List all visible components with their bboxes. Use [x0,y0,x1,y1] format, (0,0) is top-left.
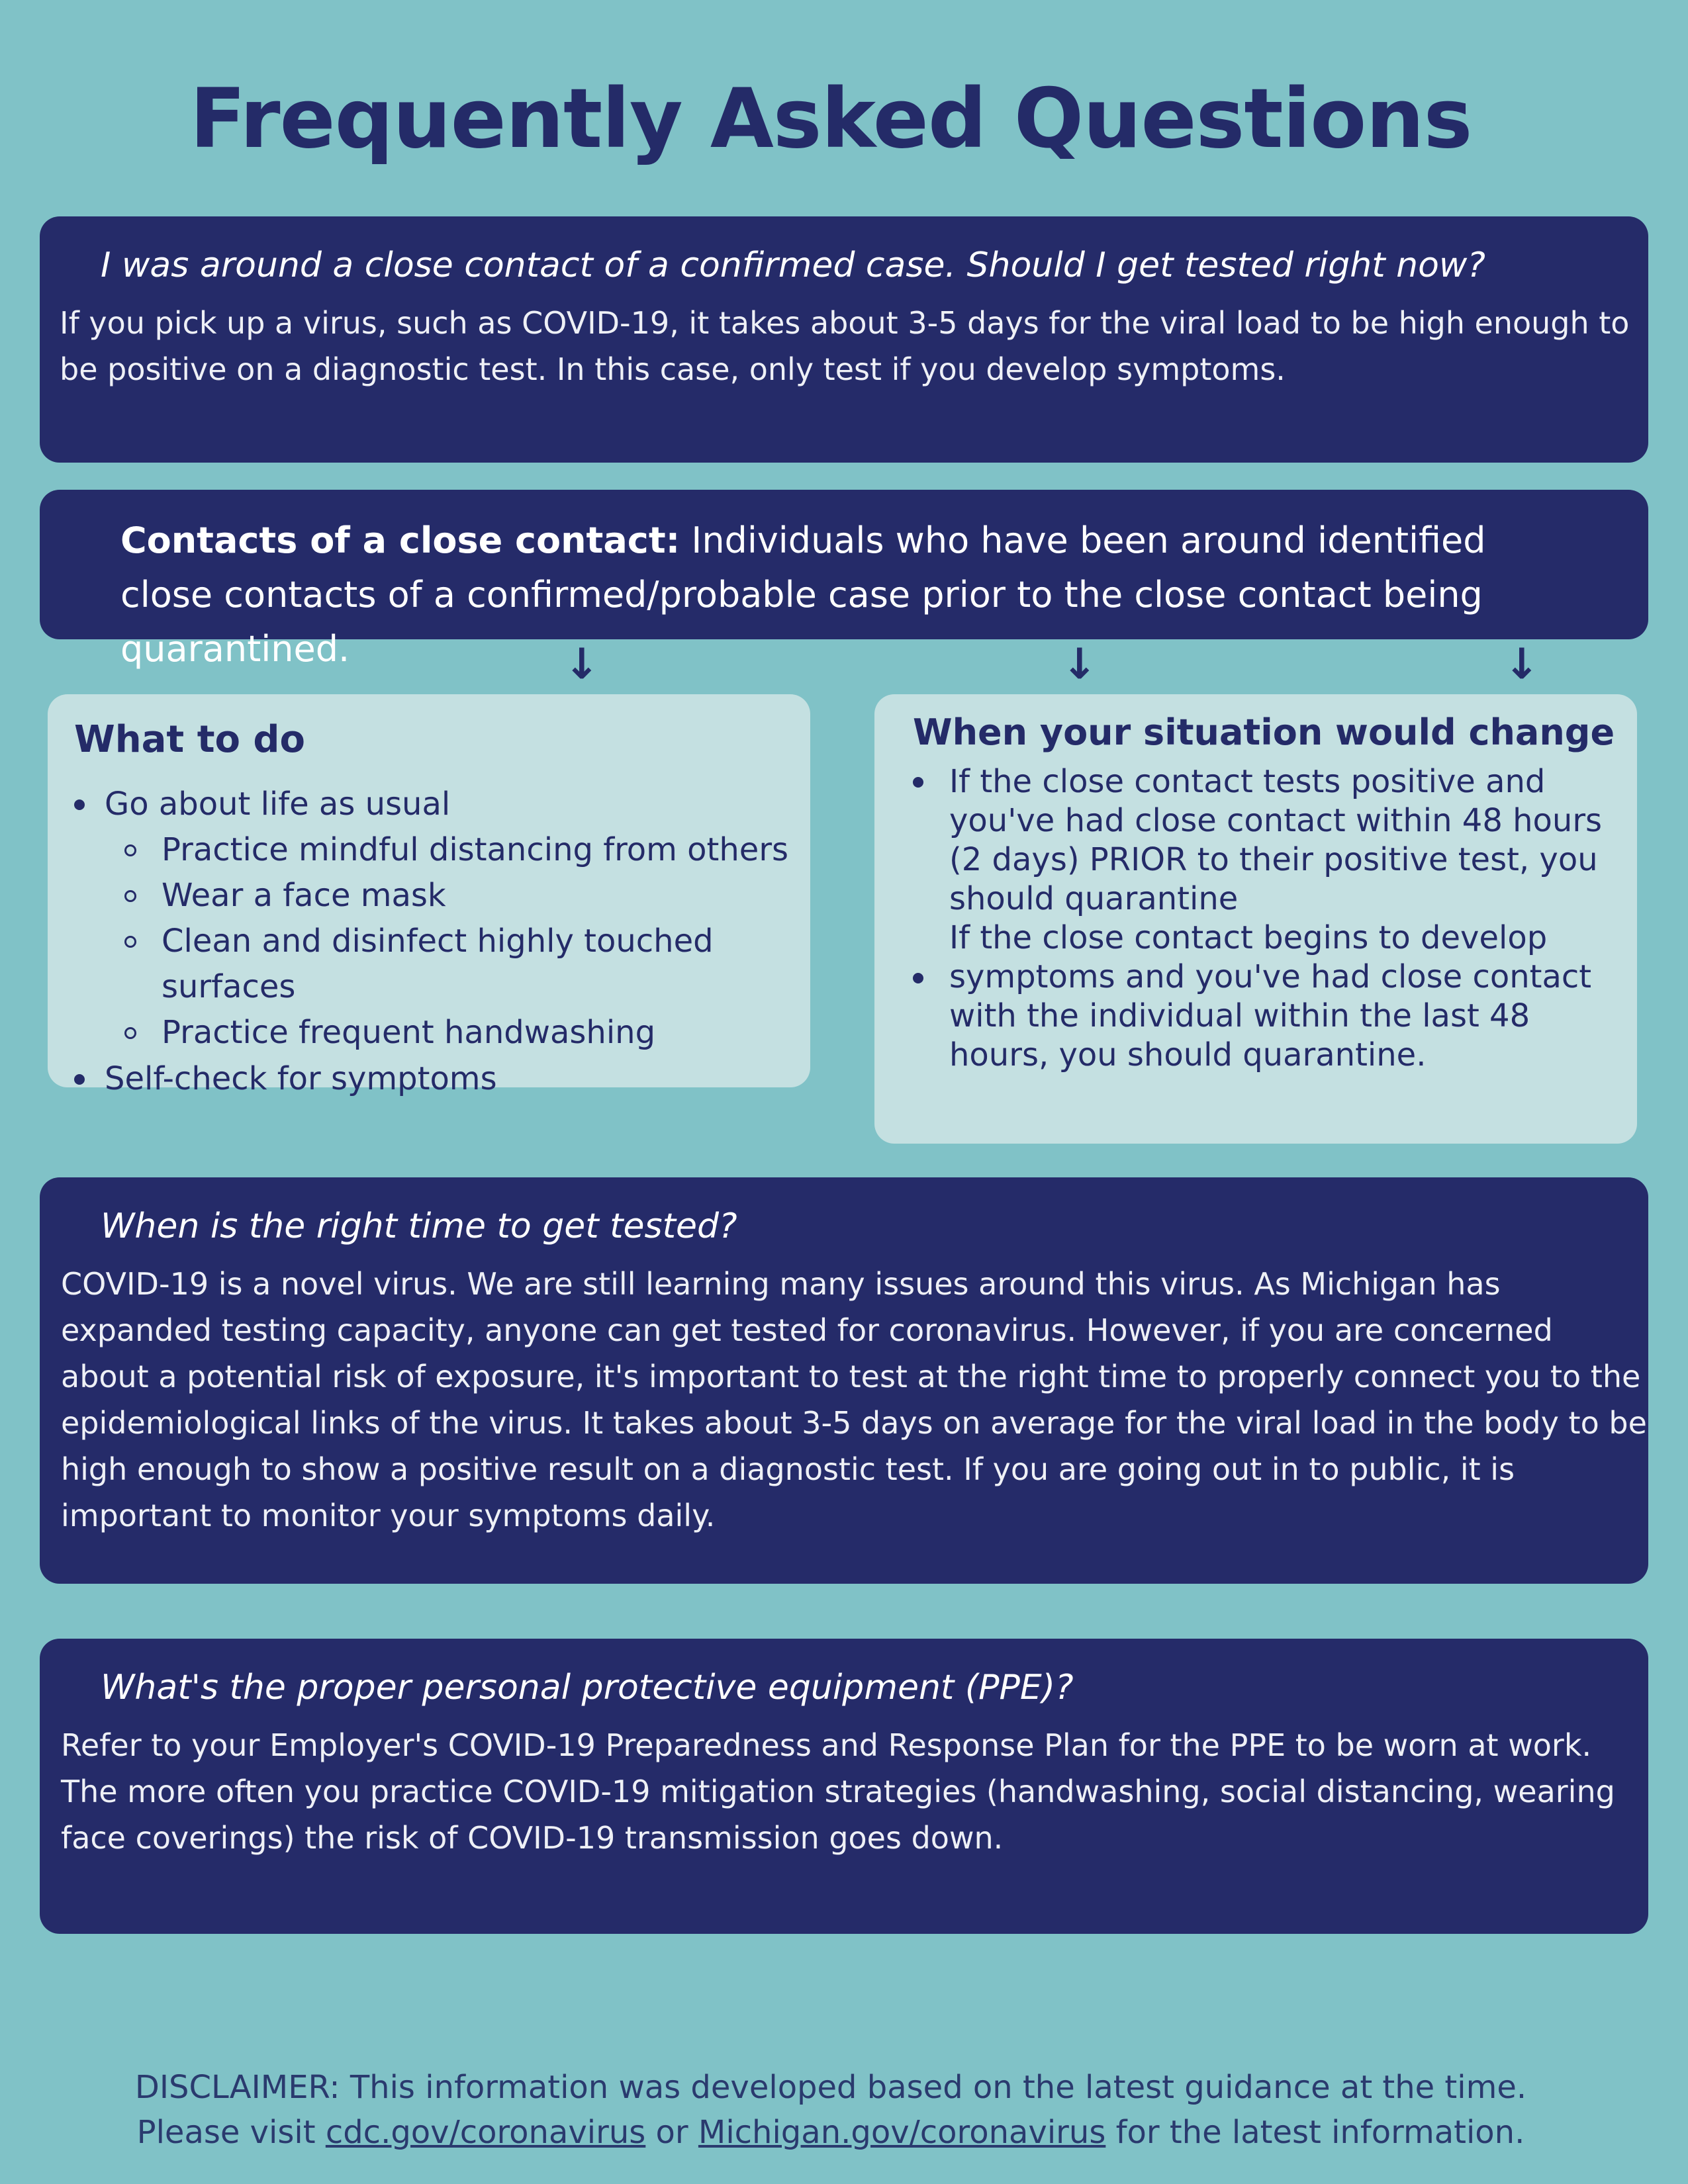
sub-list-item: Clean and disinfect highly touched surfaces [105,919,810,1010]
michigan-link[interactable]: Michigan.gov/coronavirus [698,2114,1106,2151]
faq-card-ppe [40,1639,1648,1934]
situation-change-card [874,694,1637,1144]
faq-answer: If you pick up a virus, such as COVID-19, it takes about 3-5 days for the viral load to be high enough to be positive on a diagnostic test. In this case, only test if you develop symptoms. [60,305,1630,387]
faq-card-right-time [40,1177,1648,1584]
contacts-definition-card [40,490,1648,670]
disclaimer [0,2065,1662,2155]
arrow-down-icon: ↓ [1504,640,1540,689]
contacts-definition-text: Individuals who have been around identified close contacts of a confirmed/probable case prior to the close contact being quarantined. [120,520,1486,670]
disclaimer-line: DISCLAIMER: This information was developed based on the latest guidance at the time. [134,2069,1527,2106]
faq-card-testing-now [40,216,1648,463]
sub-list-item: Practice frequent handwashing [105,1010,810,1056]
disclaimer-text: for the latest information. [1105,2114,1525,2151]
list-item-text: Go about life as usual [105,786,451,823]
list-item: If the close contact tests positive and you've had close contact within 48 hours (2 days) PRIOR to their positive test, you should quarantine [913,762,1615,919]
sub-list [105,827,810,1056]
cdc-link[interactable]: cdc.gov/coronavirus [325,2114,646,2151]
faq-question: When is the right time to get tested? [101,1206,737,1246]
list-item: If the close contact begins to develop symptoms and you've had close contact with the individual within the last 48 hours, you should quarantine. [913,919,1615,1075]
disclaimer-text: or [645,2114,698,2151]
what-to-do-title: What to do [74,718,305,761]
disclaimer-line [0,2110,1662,2155]
arrow-down-icon: ↓ [564,640,600,689]
faq-answer: Refer to your Employer's COVID-19 Preparedness and Response Plan for the PPE to be worn at work. The more often you practice COVID-19 mitigation strategies (handwashing, social distancing, wearing face coverings) the risk of COVID-19 transmission goes down. [61,1727,1615,1856]
sub-list-item: Practice mindful distancing from others [105,827,810,873]
contacts-definition-label: Contacts of a close contact: [120,520,680,561]
what-to-do-list [74,781,810,1102]
what-to-do-card [48,694,810,1097]
list-item [74,781,810,1056]
contacts-definition [120,514,1589,676]
situation-change-title: When your situation would change [913,711,1615,753]
faq-question: What's the proper personal protective equipment (PPE)? [101,1668,1074,1707]
situation-change-list [913,762,1637,1075]
list-item: Self-check for symptoms [74,1056,810,1102]
faq-question: I was around a close contact of a confirmed case. Should I get tested right now? [101,246,1486,285]
faq-answer: COVID-19 is a novel virus. We are still learning many issues around this virus. As Michigan has expanded testing capacity, anyone can get tested for coronavirus. However, if you are concerned about a potential risk of exposure, it's important to test at the right time to properly connect you to the epidemiological links of the virus. It takes about 3-5 days on average for the viral load in the body to be high enough to show a positive result on a diagnostic test. If you are going out in to public, it is important to monitor your symptoms daily. [61,1266,1647,1533]
arrow-down-icon: ↓ [1062,640,1098,689]
disclaimer-text: Please visit [136,2114,326,2151]
page-title: Frequently Asked Questions [189,71,1472,167]
sub-list-item: Wear a face mask [105,873,810,919]
